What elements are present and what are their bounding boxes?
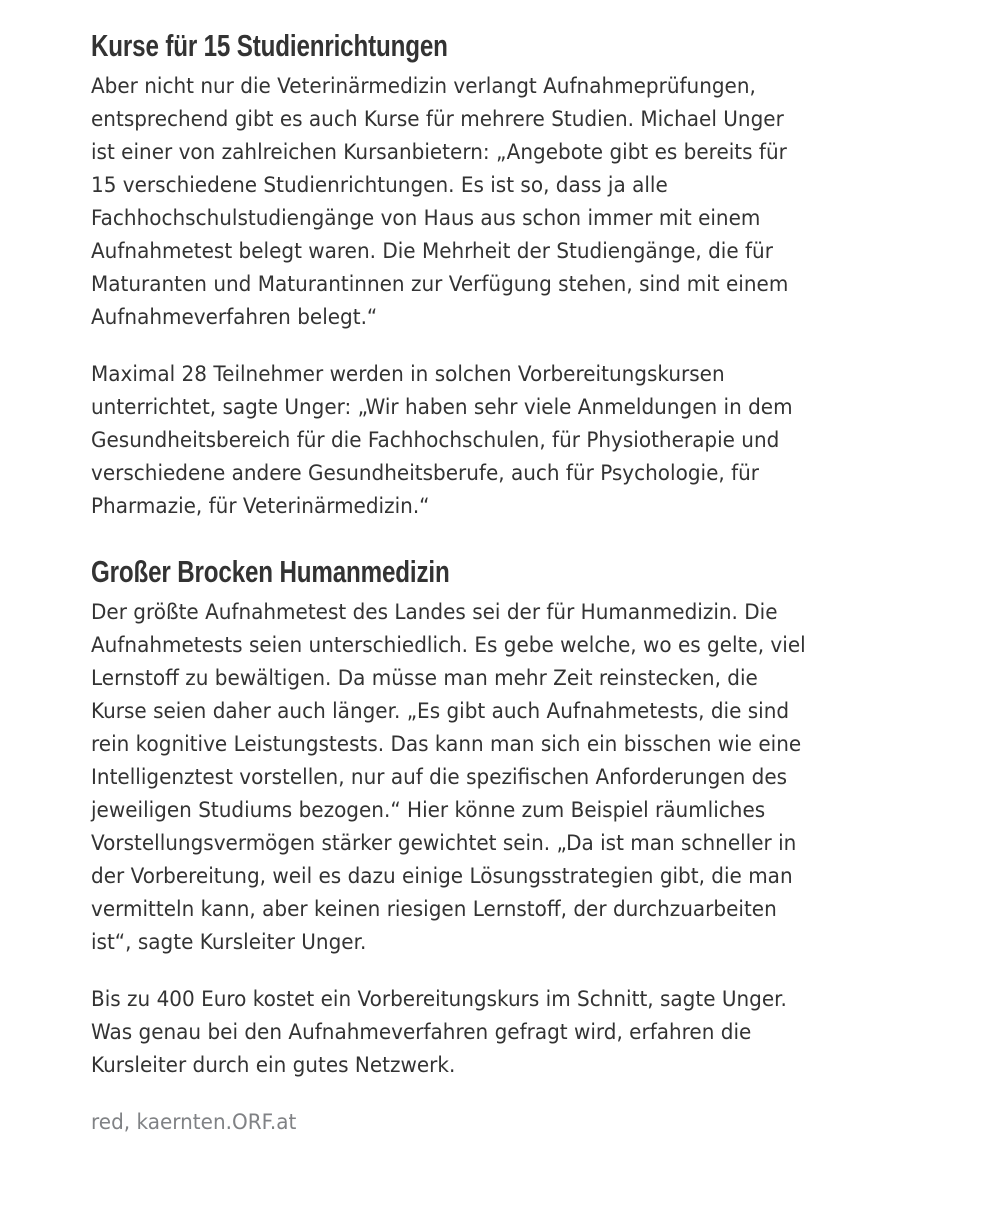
section-heading-humanmedizin: Großer Brocken Humanmedizin [91,554,450,589]
text-line: 15 verschiedene Studienrichtungen. Es ist so, dass ja alle [91,173,668,198]
paragraph-humanmedizin-1 [91,596,891,959]
text-line: Pharmazie, für Veterinärmedizin.“ [91,494,430,519]
paragraph-courses-1 [91,70,891,334]
text-line: Bis zu 400 Euro kostet ein Vorbereitungskurs im Schnitt, sagte Unger. [91,987,787,1012]
text-line: ist“, sagte Kursleiter Unger. [91,930,367,955]
text-line: vermitteln kann, aber keinen riesigen Lernstoff, der durchzuarbeiten [91,897,777,922]
text-line: Aufnahmetests seien unterschiedlich. Es gebe welche, wo es gelte, viel [91,633,806,658]
paragraph-courses-2 [91,358,891,523]
paragraph-humanmedizin-2 [91,983,891,1082]
text-line: Aufnahmeverfahren belegt.“ [91,305,378,330]
text-line: jeweiligen Studiums bezogen.“ Hier könne zum Beispiel räumliches [91,798,766,823]
text-line: Vorstellungsvermögen stärker gewichtet sein. „Da ist man schneller in [91,831,797,856]
credit-text: red, kaernten.ORF.at [91,1110,297,1135]
text-line: Intelligenztest vorstellen, nur auf die spezifischen Anforderungen des [91,765,788,790]
text-line: der Vorbereitung, weil es dazu einige Lösungsstrategien gibt, die man [91,864,793,889]
article-credit [91,1106,891,1139]
text-line: verschiedene andere Gesundheitsberufe, auch für Psychologie, für [91,461,760,486]
text-line: rein kognitive Leistungstests. Das kann man sich ein bisschen wie eine [91,732,802,757]
article-body [91,24,891,1139]
text-line: Maturanten und Maturantinnen zur Verfügung stehen, sind mit einem [91,272,789,297]
text-line: Aufnahmetest belegt waren. Die Mehrheit der Studiengänge, die für [91,239,773,264]
text-line: ist einer von zahlreichen Kursanbietern: „Angebote gibt es bereits für [91,140,787,165]
text-line: Aber nicht nur die Veterinärmedizin verlangt Aufnahmeprüfungen, [91,74,756,99]
section-heading-courses: Kurse für 15 Studienrichtungen [91,28,448,63]
text-line: Fachhochschulstudiengänge von Haus aus schon immer mit einem [91,206,761,231]
text-line: Was genau bei den Aufnahmeverfahren gefragt wird, erfahren die [91,1020,752,1045]
text-line: Kurse seien daher auch länger. „Es gibt auch Aufnahmetests, die sind [91,699,790,724]
text-line: Maximal 28 Teilnehmer werden in solchen Vorbereitungskursen [91,362,725,387]
text-line: entsprechend gibt es auch Kurse für mehrere Studien. Michael Unger [91,107,784,132]
text-line: Lernstoff zu bewältigen. Da müsse man mehr Zeit reinstecken, die [91,666,758,691]
text-line: Der größte Aufnahmetest des Landes sei der für Humanmedizin. Die [91,600,778,625]
text-line: Gesundheitsbereich für die Fachhochschulen, für Physiotherapie und [91,428,780,453]
text-line: unterrichtet, sagte Unger: „Wir haben sehr viele Anmeldungen in dem [91,395,793,420]
text-line: Kursleiter durch ein gutes Netzwerk. [91,1053,456,1078]
